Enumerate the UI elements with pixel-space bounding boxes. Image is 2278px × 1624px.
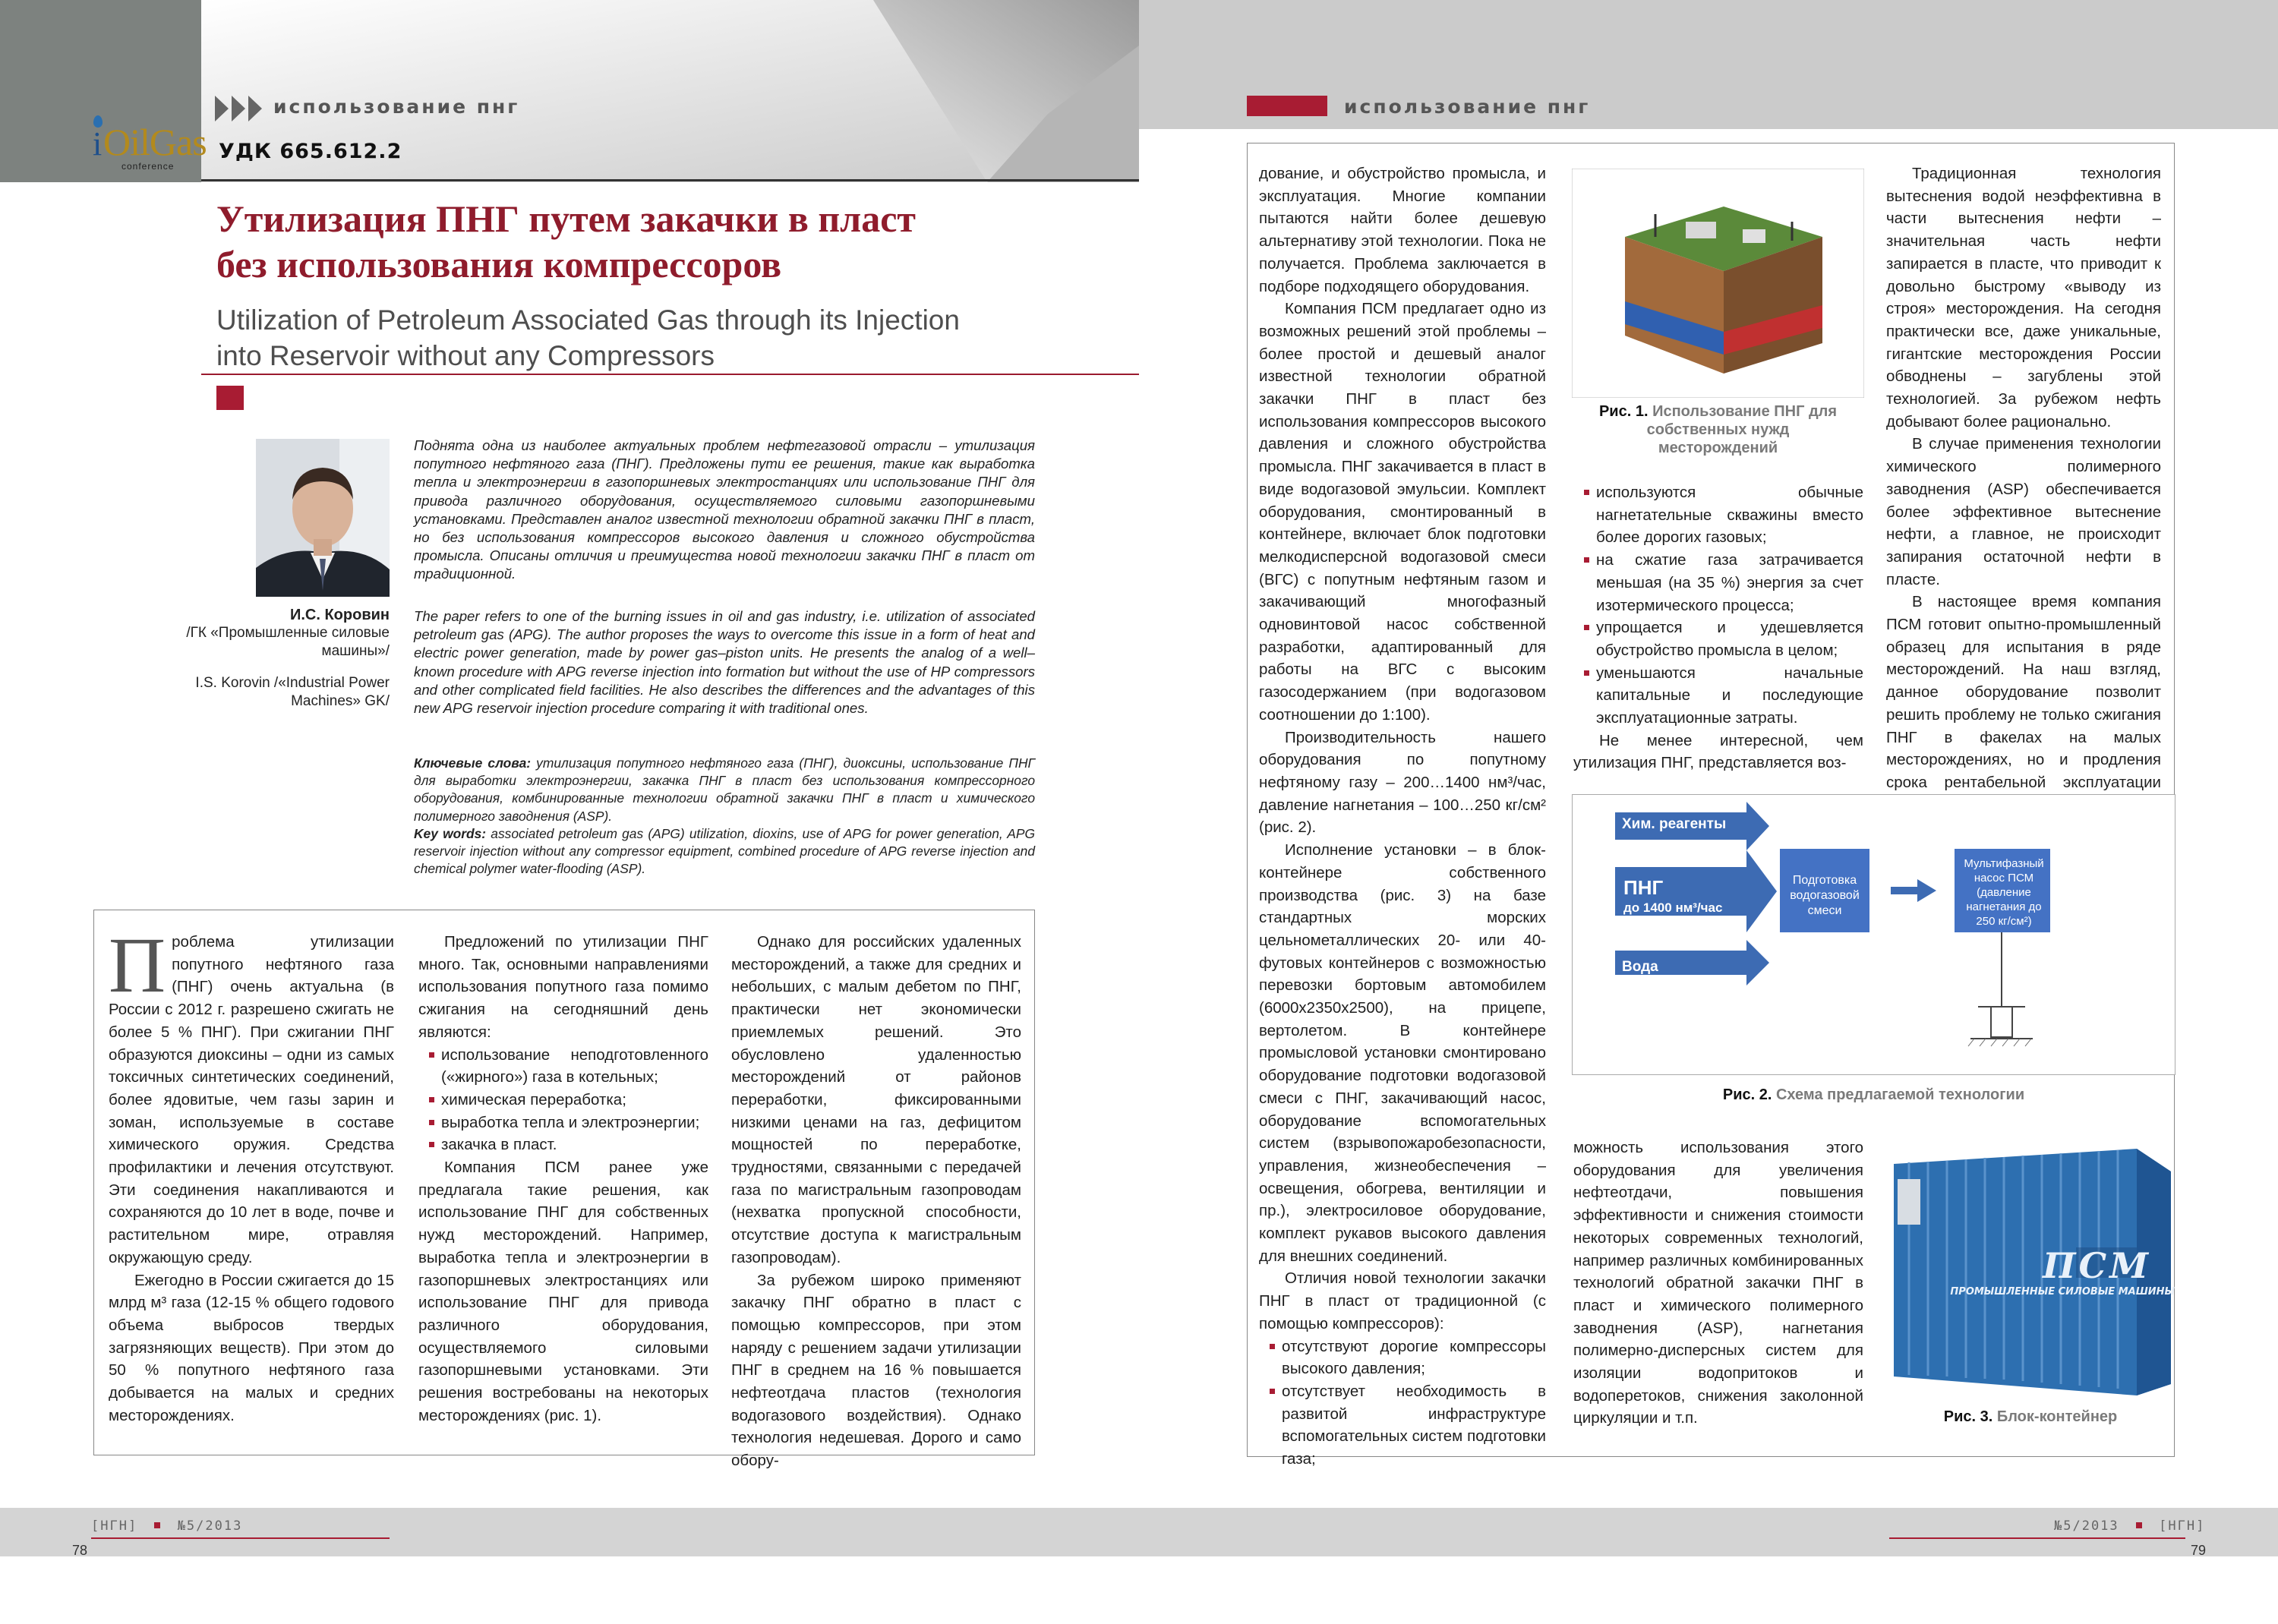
- list-item: используются обычные нагнетательные скважины вместо более дорогих газовых;: [1573, 481, 1863, 549]
- footer-square-icon: [154, 1522, 160, 1528]
- header-accent-bar: [1247, 96, 1327, 116]
- footer-square-icon: [2136, 1522, 2142, 1528]
- right-page: [1139, 0, 2278, 1624]
- title-accent-square: [216, 386, 244, 410]
- author-block: И.С. Коровин /ГК «Промышленные силовые машины»/ I.S. Korovin /«Industrial Power Machines» GK/: [152, 606, 390, 711]
- advantages-list: [1573, 481, 1863, 730]
- fig2-water-label: Вода: [1622, 959, 1658, 975]
- fig2-png-label: ПНГ: [1623, 876, 1664, 899]
- footer-journal: [НГН] №5/2013: [91, 1518, 243, 1534]
- keywords: [414, 755, 1035, 878]
- fig3-caption: Рис. 3. Блок-контейнер: [1943, 1408, 2118, 1425]
- fig1-caption: Рис. 1. Использование ПНГ для собственных нужд месторождений: [1598, 403, 1838, 456]
- triple-arrow-icon: [215, 96, 268, 121]
- left-col-1: П роблема утилизации попутного нефтяного газа (ПНГ) очень актуальна (в России с 2012 г. разрешено сжигать не более 5 % ПНГ). При сжигании ПНГ образуются диоксины – одни из самых токсичных синтетических соединений, более ядовитые, чем газы зарин и зоман, используемые в составе химического оружия. Средства профилактики и лечения отсутствуют. Эти соединения накапливаются и сохраняются до 10 лет в воде, почве и растительном мире, отравляя окружающую среду. Ежегодно в России сжигается до 15 млрд м³ газа (12-15 % общего годового объема выбросов твердых загрязняющих веществ). При этом до 50 % попутного нефтяного газа добывается на малых и средних месторождениях.: [109, 922, 394, 1424]
- header-rule: [201, 179, 1139, 181]
- header-rule-bottom: [201, 374, 1139, 375]
- fig2-caption: Рис. 2. Схема предлагаемой технологии: [1722, 1086, 2025, 1103]
- udk-code: УДК 665.612.2: [219, 140, 402, 163]
- footer-rule: [1889, 1537, 2185, 1539]
- section-label: использование пнг: [273, 96, 520, 118]
- drop-cap: П: [109, 922, 166, 1009]
- list-item: химическая переработка;: [418, 1089, 708, 1112]
- author-name: И.С. Коровин: [289, 607, 390, 623]
- page-number: 79: [2191, 1543, 2207, 1558]
- logo-subtext: conference: [121, 161, 175, 172]
- author-photo: [256, 439, 390, 597]
- left-col-3: Однако для российских удаленных месторождений, а также для средних и небольших, с малым дебетом по ПНГ, практически нет экономически приемлемых решений. Это обусловлено удаленностью месторождений от районов переработки, фиксированными низкими ценами на газ, дефицитом мощностей по переработке, трудностями, связанными с передачей газа по магистральным газопроводам (нехватка пропускной способности, отсутствие доступа к магистральным газопроводам). За рубежом широко применяют закачку ПНГ обратно в пласт с помощью компрессоров, при этом наряду с решением задачи утилизации ПНГ в среднем на 16 % повышается нефтеотдача пластов (технология водогазового воздействия). Однако технология недешевая. Дорого и само обору-: [731, 933, 1021, 1470]
- article-title-ru: Утилизация ПНГ путем закачки в пласт без использования компрессоров: [216, 197, 916, 285]
- keywords-ru-label: Ключевые слова:: [414, 755, 532, 771]
- abstract-en: The paper refers to one of the burning issues in oil and gas industry, i.e. utilization of associated petroleum gas (APG). The author proposes the ways to overcome this issue in a form of heat and electric power generation, made by power gas–piston units. He presents the analog of a well–known procedure with APG reverse injection into formation but without the use of HP compressors and other complicated field facilities. He also describes the differences and the advantages of this new APG reservoir injection procedure comparing it with traditional ones.: [414, 608, 1035, 717]
- logo: i OilGas conference: [84, 114, 205, 175]
- footer-rule: [91, 1537, 390, 1539]
- fig3-brand-logo: ПСМ: [2043, 1245, 2151, 1286]
- fig2-png-rate: до 1400 нм³/час: [1623, 900, 1723, 915]
- right-col-3: Традиционная технология вытеснения водой неэффективна в части вытеснения нефти – значительная часть нефти запирается в пласте, что приводит к довольно быстрому «выводу из строя» месторождения. На сегодня практически все, даже уникальные, гигантские месторождения России обводнены – загублены этой технологией. За рубежом нефть добывают более рационально. В случае применения технологии химического полимерного заводнения (ASP) обеспечивается более эффективное вытеснение нефти, а главное, не происходит запирания остаточной нефти в пласте. В настоящее время компания ПСМ готовит опытно-промышленный образец для испытания в ряде месторождений. На наш взгляд, данное оборудование позволит решить проблему не только сжигания ПНГ в факелах на малых месторождениях, но и продления срока рентабельной эксплуатации: [1886, 165, 2161, 791]
- fig2-chem-label: Хим. реагенты: [1622, 816, 1727, 832]
- list-item: закачка в пласт.: [418, 1134, 708, 1156]
- logo-text: OilGas: [103, 121, 207, 163]
- list-item: уменьшаются начальные капитальные и последующие эксплуатационные затраты.: [1573, 662, 1863, 730]
- left-col-2: Предложений по утилизации ПНГ много. Так, основными направлениями использования попутного газа помимо сжигания на сегодняшний день являются: использование неподготовленного («жирного») газа в котельных; химическая переработка; выработка тепла и электроэнергии; закачка в пласт. Компания ПСМ ранее уже предлагала такие решения, как использование ПНГ для собственных нужд месторождений. Например, выработка тепла и электроэнергии в газопоршневых электростанциях или использование ПНГ для привода различного оборудования, осуществляемого силовыми газопоршневыми установками. Эти решения востребованы на некоторых месторождениях (рис. 1).: [418, 933, 708, 1424]
- footer-journal: №5/2013 [НГН]: [2054, 1518, 2206, 1534]
- usage-list: [418, 1044, 708, 1157]
- page-number: 78: [72, 1543, 88, 1558]
- fig2-arrows: [1572, 794, 2175, 1075]
- list-item: выработка тепла и электроэнергии;: [418, 1112, 708, 1134]
- list-item: использование неподготовленного («жирного») газа в котельных;: [418, 1044, 708, 1089]
- article-title-en: Utilization of Petroleum Associated Gas through its Injection into Reservoir without any Compressors: [216, 304, 960, 371]
- right-col-2-bottom: можность использования этого оборудования для увеличения нефтеотдачи, повышения эффективности и снижения стоимости некоторых современных технологий, например различных комбинированных технологий обратной закачки ПНГ в пласт и химического полимерного заводнения (ASP), нагнетания полимерно-дисперсных систем для изоляции водопритоков и водоперетоков, снижения заколонной циркуляции и т.п.: [1573, 1139, 1863, 1427]
- list-item: отсутствует необходимость в развитой инфраструктуре вспомогательных систем подготовки газа;: [1259, 1380, 1546, 1471]
- differences-list: [1259, 1335, 1546, 1471]
- fig2-pump-box: Мультифазный насос ПСМ (давление нагнетания до 250 кг/см²): [1964, 857, 2044, 928]
- keywords-en: associated petroleum gas (APG) utilization, dioxins, use of APG for power generation, APG reservoir injection without any compressor equipment, combined procedure of APG reverse injection and chemical polymer water-flooding (ASP).: [414, 825, 1035, 877]
- keywords-en-label: Key words:: [414, 825, 487, 841]
- section-label: использование пнг: [1344, 96, 1591, 118]
- list-item: упрощается и удешевляется обустройство промысла в целом;: [1573, 616, 1863, 661]
- right-col-1: дование, и обустройство промысла, и эксплуатация. Многие компании пытаются найти более дешевую альтернативу этой технологии. Пока не получается. Проблема заключается в подборе подходящего оборудования. Компания ПСМ предлагает одно из возможных решений этой проблемы – более простой и дешевый аналог известной технологии обратной закачки ПНГ в пласт без использования компрессоров высокого давления и сложного обустройства промысла. ПНГ закачивается в пласт в виде водогазовой эмульсии. Комплект оборудования, смонтированный в контейнере, включает блок подготовки мелкодисперсной водогазовой смеси (ВГС) с попутным нефтяным газом и закачивающий многофазный одновинтовой насос собственной разработки, адаптированный для работы на ВГС с высоким газосодержанием (при водогазовом соотношении до 1:100). Производительность нашего оборудования по попутному нефтяному газу – 200…1400 нм³/час, давление нагнетания – 100…250 кг/см² (рис. 2). Исполнение установки – в блок-контейнере собственного производства (рис. 3) на базе стандартных морских цельнометаллических 20- или 40-футовых контейнеров с возможностью перевозки бортовым автомобилем (6000х2350х2500), на прицепе, вертолетом. В контейнере промысловой установки смонтировано оборудование подготовки водогазовой смеси с ПНГ, закачивающий насос, оборудование вспомогательных систем (взрывопожаробезопасности, управления, жизнеобеспечения – освещения, обогрева, вентиляции и пр.), электросиловое оборудование, комплект рукавов высокого давления для внешних соединений. Отличия новой технологии закачки ПНГ в пласт от традиционной (с помощью компрессоров): отсутствуют дорогие компрессоры высокого давления; отсутствует необходимость в развитой инфраструктуре вспомогательных систем подготовки газа;: [1259, 162, 1546, 1471]
- abstract-ru: Поднята одна из наиболее актуальных проблем нефтегазовой отрасли – утилизация попутного нефтяного газа (ПНГ). Предложены пути ее решения, такие как выработка тепла и электроэнергии в газопоршневых электростанциях или использование ПНГ для привода различного оборудования, осуществляемого силовыми газопоршневыми установками. Представлен аналог известной технологии обратной закачки ПНГ в пласт, но без использования компрессоров высокого давления и сложного обустройства промысла. Описаны отличия и преимущества новой технологии закачки ПНГ в пласт от традиционной.: [414, 437, 1035, 582]
- list-item: отсутствуют дорогие компрессоры высокого давления;: [1259, 1335, 1546, 1380]
- keywords-ru: утилизация попутного нефтяного газа (ПНГ), диоксины, использование ПНГ для выработки электроэнергии, закачка ПНГ в пласт без использования компрессорного оборудования, комбинированные технологии обратной закачки ПНГ в пласт и химического полимерного заводнения (ASP).: [414, 755, 1036, 824]
- fig3-brand-sub: ПРОМЫШЛЕННЫЕ СИЛОВЫЕ МАШИНЫ: [1950, 1286, 2175, 1298]
- fig2-prep-box: Подготовка водогазовой смеси: [1790, 874, 1860, 917]
- right-col-2-top: используются обычные нагнетательные скважины вместо более дорогих газовых; на сжатие газа затрачивается меньшая (на 35 %) энергия за счет изотермического процесса; упрощается и удешевляется обустройство промысла в целом; уменьшаются начальные капитальные и последующие эксплуатационные затраты. Не менее интересной, чем утилизация ПНГ, представляется воз-: [1573, 481, 1863, 774]
- list-item: на сжатие газа затрачивается меньшая (на 35 %) энергия за счет изотермического процесса;: [1573, 549, 1863, 616]
- fig1-image: [1572, 169, 1864, 398]
